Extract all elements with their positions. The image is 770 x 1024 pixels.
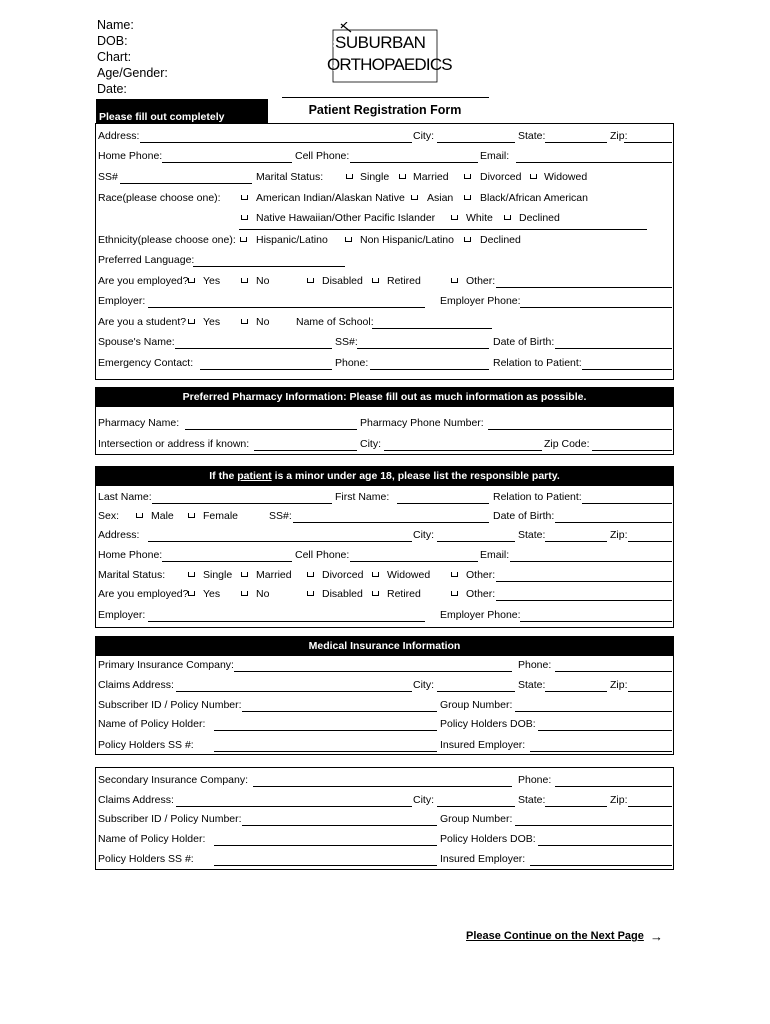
employer-phone-label: Employer Phone: (440, 295, 521, 307)
ss-field[interactable] (120, 183, 252, 184)
minor-married-label: Married (256, 569, 292, 581)
secondary-zip-label: Zip: (610, 794, 628, 806)
pharmacy-zip-label: Zip Code: (544, 438, 590, 450)
minor-employed-no-checkbox[interactable] (241, 591, 248, 596)
student-yes-label: Yes (203, 316, 221, 328)
minor-employed-retired-label: Retired (387, 588, 421, 600)
spouse-label: Spouse's Name: (98, 336, 175, 348)
primary-holder-ss-label: Policy Holders SS #: (98, 739, 194, 751)
primary-state-label: State: (518, 679, 546, 691)
name-label: Name: (97, 18, 134, 32)
divorced-checkbox[interactable] (464, 174, 471, 179)
minor-sex-label: Sex: (98, 510, 120, 522)
married-label: Married (413, 171, 449, 183)
minor-zip-field[interactable] (628, 541, 672, 542)
date-label: Date: (97, 82, 127, 96)
secondary-holder-ss-label: Policy Holders SS #: (98, 853, 194, 865)
employed-no-label: No (256, 275, 270, 287)
eth-declined-label: Declined (480, 234, 521, 246)
minor-employer-phone-label: Employer Phone: (440, 609, 521, 621)
employed-disabled-checkbox[interactable] (307, 278, 314, 283)
minor-other-checkbox[interactable] (451, 572, 458, 577)
race-black-label: Black/African American (480, 192, 588, 204)
primary-subscriber-label: Subscriber ID / Policy Number: (98, 699, 242, 711)
spouse-ss-label: SS#: (335, 336, 358, 348)
pharmacy-zip-field[interactable] (592, 450, 672, 451)
secondary-holder-label: Name of Policy Holder: (98, 833, 206, 845)
employed-no-checkbox[interactable] (241, 278, 248, 283)
minor-zip-label: Zip: (610, 529, 628, 541)
race-declined-checkbox[interactable] (504, 215, 511, 220)
primary-group-label: Group Number: (440, 699, 513, 711)
primary-group-field[interactable] (515, 711, 672, 712)
minor-single-label: Single (203, 569, 233, 581)
minor-email-label: Email: (480, 549, 510, 561)
intersection-field[interactable] (254, 450, 357, 451)
logo-line1: SUBURBAN (335, 33, 426, 52)
ethnicity-label: Ethnicity(please choose one): (98, 234, 236, 246)
minor-widowed-label: Widowed (387, 569, 431, 581)
minor-married-checkbox[interactable] (241, 572, 248, 577)
primary-company-field[interactable] (234, 671, 512, 672)
minor-state-field[interactable] (545, 541, 607, 542)
eth-nonhisp-label: Non Hispanic/Latino (360, 234, 454, 246)
secondary-city-field[interactable] (437, 806, 515, 807)
minor-city-label: City: (413, 529, 434, 541)
employer-phone-field[interactable] (520, 307, 672, 308)
primary-insured-employer-field[interactable] (530, 751, 672, 752)
minor-cell-phone-field[interactable] (350, 561, 478, 562)
home-phone-label: Home Phone: (98, 150, 163, 162)
age-gender-label: Age/Gender: (97, 66, 168, 80)
primary-holder-dob-label: Policy Holders DOB: (440, 718, 536, 730)
minor-widowed-checkbox[interactable] (372, 572, 379, 577)
minor-city-field[interactable] (437, 541, 515, 542)
employed-disabled-label: Disabled (322, 275, 363, 287)
employed-retired-checkbox[interactable] (372, 278, 379, 283)
employed-other-label: Other: (466, 275, 496, 287)
minor-divorced-checkbox[interactable] (307, 572, 314, 577)
single-label: Single (360, 171, 390, 183)
minor-employed-disabled-checkbox[interactable] (307, 591, 314, 596)
pharmacy-city-field[interactable] (384, 450, 542, 451)
secondary-claims-label: Claims Address: (98, 794, 174, 806)
school-field[interactable] (372, 328, 492, 329)
secondary-phone-field[interactable] (555, 786, 672, 787)
employed-other-checkbox[interactable] (451, 278, 458, 283)
state-field[interactable] (545, 142, 607, 143)
race-divider (239, 229, 647, 230)
race-black-checkbox[interactable] (464, 195, 471, 200)
employed-label: Are you employed? (98, 275, 189, 287)
school-label: Name of School: (296, 316, 374, 328)
employed-retired-label: Retired (387, 275, 421, 287)
minor-male-checkbox[interactable] (136, 513, 143, 518)
minor-last-label: Last Name: (98, 491, 152, 503)
primary-holder-dob-field[interactable] (538, 730, 672, 731)
minor-address-field[interactable] (148, 541, 412, 542)
race-label: Race(please choose one): (98, 192, 221, 204)
zip-label: Zip: (610, 130, 628, 142)
secondary-group-field[interactable] (515, 825, 672, 826)
student-yes-checkbox[interactable] (188, 319, 195, 324)
city-label: City: (413, 130, 434, 142)
race-asian-label: Asian (427, 192, 454, 204)
secondary-company-field[interactable] (253, 786, 512, 787)
secondary-holder-ss-field[interactable] (214, 865, 437, 866)
logo-line2: ORTHOPAEDICS (327, 55, 452, 74)
minor-employed-other-label: Other: (466, 588, 496, 600)
minor-female-label: Female (203, 510, 239, 522)
student-label: Are you a student? (98, 316, 187, 328)
minor-ss-field[interactable] (293, 522, 489, 523)
primary-holder-field[interactable] (214, 730, 437, 731)
eth-nonhisp-checkbox[interactable] (345, 237, 352, 242)
emergency-relation-label: Relation to Patient: (493, 357, 582, 369)
married-checkbox[interactable] (399, 174, 406, 179)
minor-female-checkbox[interactable] (188, 513, 195, 518)
primary-holder-ss-field[interactable] (214, 751, 437, 752)
primary-subscriber-field[interactable] (242, 711, 437, 712)
spouse-dob-label: Date of Birth: (493, 336, 555, 348)
primary-insured-employer-label: Insured Employer: (440, 739, 526, 751)
home-phone-field[interactable] (162, 162, 292, 163)
email-field[interactable] (516, 162, 672, 163)
eth-hisp-label: Hispanic/Latino (256, 234, 328, 246)
employed-other-field[interactable] (496, 287, 672, 288)
minor-cell-phone-label: Cell Phone: (295, 549, 350, 561)
minor-employed-other-checkbox[interactable] (451, 591, 458, 596)
primary-holder-label: Name of Policy Holder: (98, 718, 206, 730)
minor-employer-field[interactable] (148, 621, 425, 622)
primary-phone-field[interactable] (555, 671, 672, 672)
minor-ss-label: SS#: (269, 510, 292, 522)
eth-hisp-checkbox[interactable] (240, 237, 247, 242)
logo-underline (282, 97, 489, 98)
secondary-zip-field[interactable] (628, 806, 672, 807)
state-label: State: (518, 130, 546, 142)
minor-dob-label: Date of Birth: (493, 510, 555, 522)
minor-relation-field[interactable] (582, 503, 672, 504)
single-checkbox[interactable] (346, 174, 353, 179)
minor-address-label: Address: (98, 529, 140, 541)
minor-first-field[interactable] (397, 503, 489, 504)
secondary-state-field[interactable] (545, 806, 607, 807)
secondary-holder-dob-label: Policy Holders DOB: (440, 833, 536, 845)
chart-label: Chart: (97, 50, 132, 64)
cell-phone-label: Cell Phone: (295, 150, 350, 162)
secondary-city-label: City: (413, 794, 434, 806)
primary-city-field[interactable] (437, 691, 515, 692)
pharmacy-name-label: Pharmacy Name: (98, 417, 180, 429)
employer-field[interactable] (148, 307, 425, 308)
employer-label: Employer: (98, 295, 146, 307)
dob-label: DOB: (97, 34, 128, 48)
secondary-claims-field[interactable] (176, 806, 412, 807)
spouse-ss-field[interactable] (357, 348, 489, 349)
secondary-subscriber-field[interactable] (242, 825, 437, 826)
pharmacy-city-label: City: (360, 438, 381, 450)
minor-bar: If the patient is a minor under age 18, please list the responsible party. (96, 467, 673, 486)
suburban-orthopaedics-logo (325, 22, 452, 92)
primary-city-label: City: (413, 679, 434, 691)
minor-employed-other-field[interactable] (496, 600, 672, 601)
race-white-label: White (466, 212, 493, 224)
address-label: Address: (98, 130, 140, 142)
pharmacy-name-field[interactable] (185, 429, 357, 430)
pharmacy-phone-label: Pharmacy Phone Number: (360, 417, 484, 429)
race-declined-label: Declined (519, 212, 560, 224)
minor-employed-retired-checkbox[interactable] (372, 591, 379, 596)
eth-declined-checkbox[interactable] (464, 237, 471, 242)
secondary-company-label: Secondary Insurance Company: (98, 774, 248, 786)
primary-state-field[interactable] (545, 691, 607, 692)
minor-dob-field[interactable] (555, 522, 672, 523)
divorced-label: Divorced (480, 171, 522, 183)
form-title: Patient Registration Form (308, 103, 462, 117)
emergency-field[interactable] (200, 369, 332, 370)
ss-label: SS# (98, 171, 118, 183)
insurance-bar: Medical Insurance Information (96, 637, 673, 656)
fill-out-banner: Please fill out completely (96, 99, 268, 123)
emergency-relation-field[interactable] (582, 369, 672, 370)
secondary-group-label: Group Number: (440, 813, 513, 825)
minor-employed-no-label: No (256, 588, 270, 600)
race-ai-label: American Indian/Alaskan Native (256, 192, 405, 204)
minor-state-label: State: (518, 529, 546, 541)
primary-claims-label: Claims Address: (98, 679, 174, 691)
minor-divorced-label: Divorced (322, 569, 364, 581)
primary-zip-label: Zip: (610, 679, 628, 691)
primary-phone-label: Phone: (518, 659, 552, 671)
employed-yes-label: Yes (203, 275, 221, 287)
address-field[interactable] (140, 142, 412, 143)
employed-yes-checkbox[interactable] (188, 278, 195, 283)
secondary-holder-dob-field[interactable] (538, 845, 672, 846)
minor-employer-phone-field[interactable] (520, 621, 672, 622)
widowed-label: Widowed (544, 171, 588, 183)
marital-label: Marital Status: (256, 171, 324, 183)
race-ai-checkbox[interactable] (241, 195, 248, 200)
secondary-holder-field[interactable] (214, 845, 437, 846)
city-field[interactable] (437, 142, 515, 143)
race-nh-label: Native Hawaiian/Other Pacific Islander (256, 212, 436, 224)
pharmacy-bar: Preferred Pharmacy Information: Please fill out as much information as possible. (96, 388, 673, 407)
emergency-phone-field[interactable] (370, 369, 489, 370)
email-label: Email: (480, 150, 510, 162)
continue-next-page-text: Please Continue on the Next Page (466, 930, 644, 942)
minor-male-label: Male (151, 510, 174, 522)
pharmacy-phone-field[interactable] (488, 429, 672, 430)
minor-other-field[interactable] (496, 581, 672, 582)
minor-employed-yes-checkbox[interactable] (188, 591, 195, 596)
zip-field[interactable] (624, 142, 672, 143)
minor-single-checkbox[interactable] (188, 572, 195, 577)
minor-employed-yes-label: Yes (203, 588, 221, 600)
minor-home-phone-label: Home Phone: (98, 549, 163, 561)
secondary-insured-employer-label: Insured Employer: (440, 853, 526, 865)
race-asian-checkbox[interactable] (411, 195, 418, 200)
race-white-checkbox[interactable] (451, 215, 458, 220)
cell-phone-field[interactable] (350, 162, 478, 163)
spouse-field[interactable] (175, 348, 332, 349)
widowed-checkbox[interactable] (530, 174, 537, 179)
primary-zip-field[interactable] (628, 691, 672, 692)
secondary-subscriber-label: Subscriber ID / Policy Number: (98, 813, 242, 825)
minor-relation-label: Relation to Patient: (493, 491, 582, 503)
minor-employed-disabled-label: Disabled (322, 588, 363, 600)
right-arrow-icon: → (650, 929, 663, 944)
minor-email-field[interactable] (510, 561, 672, 562)
minor-marital-label: Marital Status: (98, 569, 166, 581)
spouse-dob-field[interactable] (555, 348, 672, 349)
emergency-phone-label: Phone: (335, 357, 369, 369)
minor-employer-label: Employer: (98, 609, 146, 621)
student-no-checkbox[interactable] (241, 319, 248, 324)
student-no-label: No (256, 316, 270, 328)
race-nh-checkbox[interactable] (241, 215, 248, 220)
secondary-state-label: State: (518, 794, 546, 806)
minor-other-label: Other: (466, 569, 496, 581)
minor-employed-label: Are you employed? (98, 588, 189, 600)
minor-last-field[interactable] (152, 503, 332, 504)
language-label: Preferred Language: (98, 254, 195, 266)
primary-claims-field[interactable] (176, 691, 412, 692)
emergency-label: Emergency Contact: (98, 357, 194, 369)
minor-home-phone-field[interactable] (162, 561, 292, 562)
secondary-phone-label: Phone: (518, 774, 552, 786)
language-field[interactable] (193, 266, 345, 267)
minor-first-label: First Name: (335, 491, 390, 503)
primary-company-label: Primary Insurance Company: (98, 659, 234, 671)
secondary-insured-employer-field[interactable] (530, 865, 672, 866)
intersection-label: Intersection or address if known: (98, 438, 250, 450)
